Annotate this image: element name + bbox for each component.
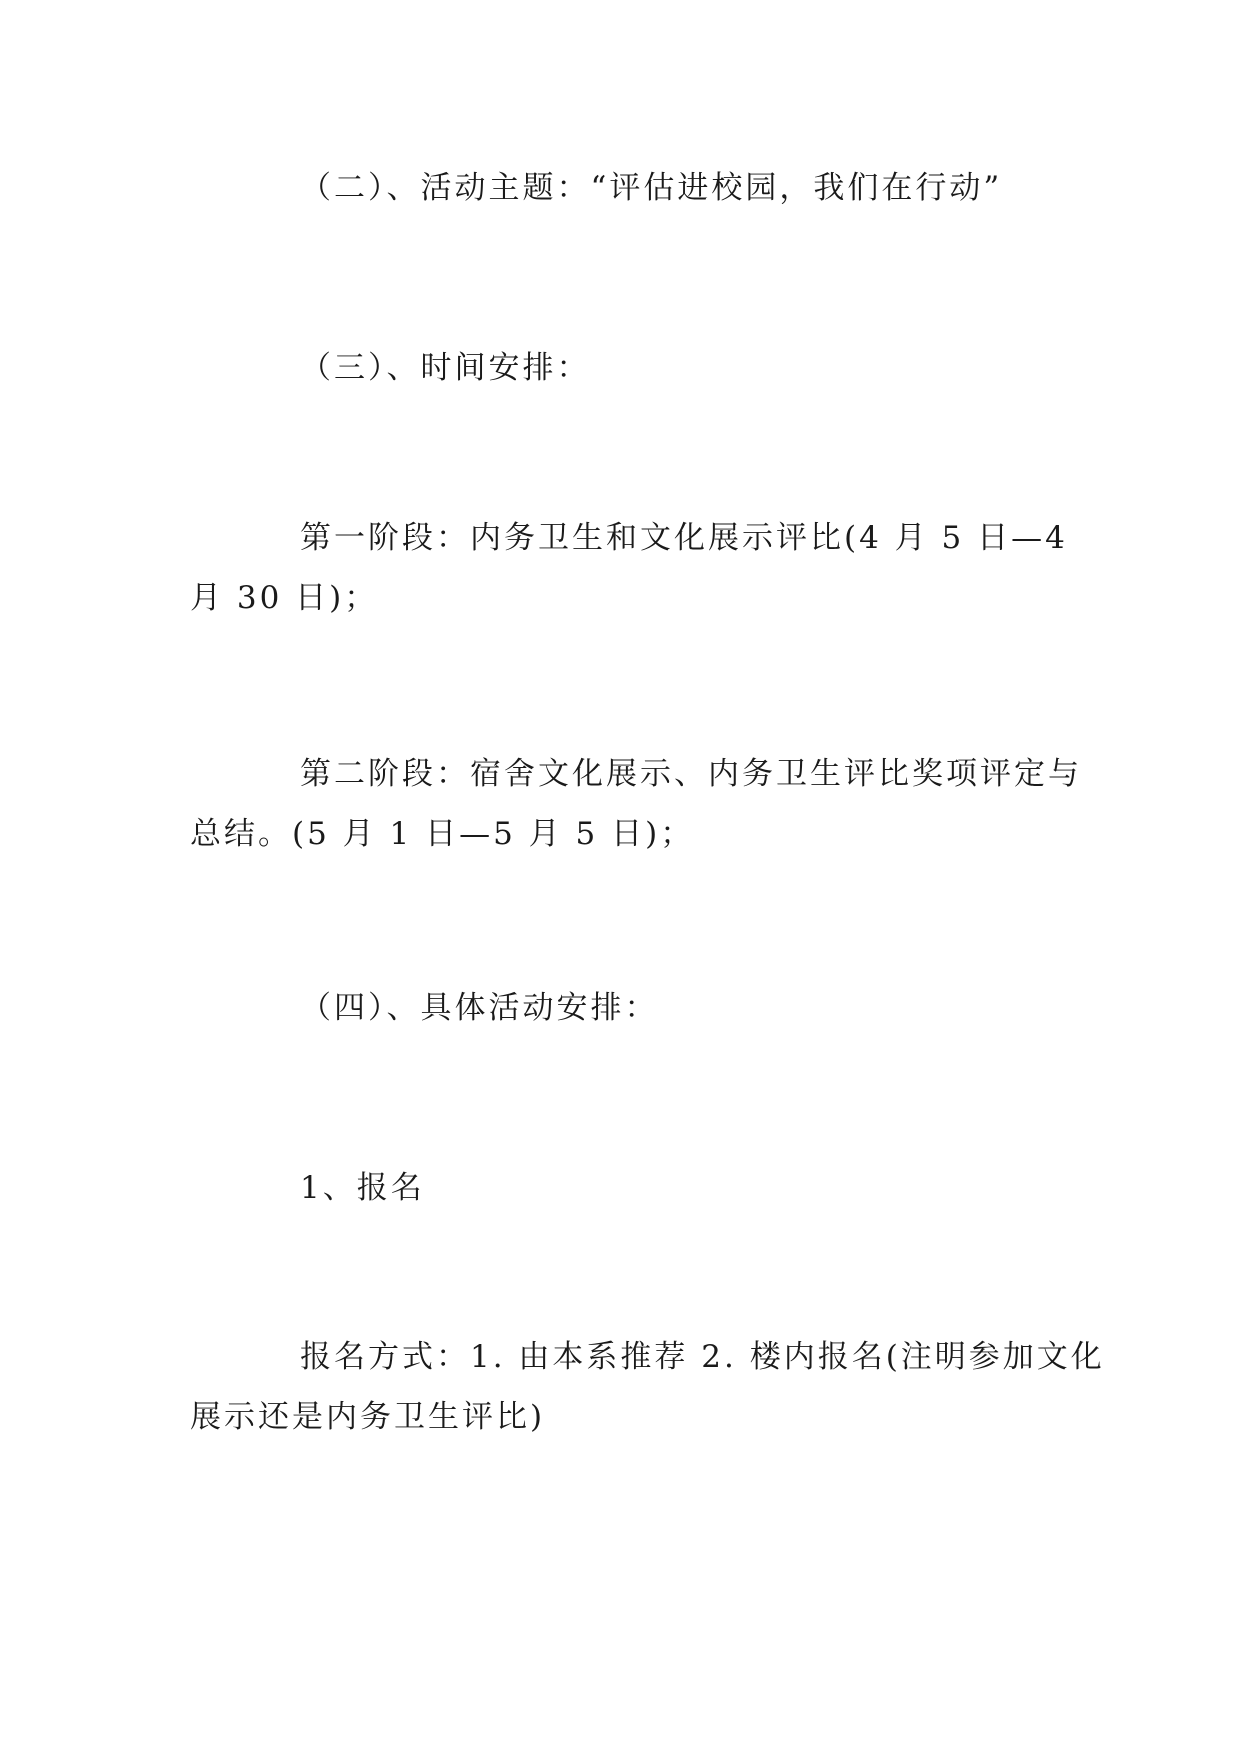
paragraph-line: 月 30 日)； bbox=[190, 580, 379, 616]
section-heading-schedule bbox=[190, 338, 1050, 398]
paragraph-line: 展示还是内务卫生评比) bbox=[190, 1399, 546, 1435]
paragraph-stage-one bbox=[190, 508, 1068, 628]
paragraph-registration-method bbox=[190, 1327, 1105, 1447]
paragraph-line: 总结。(5 月 1 日—5 月 5 日)； bbox=[190, 816, 695, 852]
section-heading-activities bbox=[190, 978, 1050, 1038]
paragraph-line: 报名方式：1. 由本系推荐 2. 楼内报名(注明参加文化 bbox=[300, 1339, 1105, 1375]
paragraph-line: （四）、具体活动安排： bbox=[300, 990, 659, 1026]
paragraph-line: 第二阶段：宿舍文化展示、内务卫生评比奖项评定与 bbox=[300, 756, 1082, 792]
section-heading-theme bbox=[190, 158, 1050, 218]
paragraph-line: 第一阶段：内务卫生和文化展示评比(4 月 5 日—4 bbox=[300, 520, 1068, 556]
paragraph-line: （三）、时间安排： bbox=[300, 350, 591, 386]
paragraph-stage-two bbox=[190, 744, 1082, 864]
paragraph-line: 1、报名 bbox=[300, 1170, 425, 1206]
paragraph-line: （二）、活动主题：“评估进校园，我们在行动” bbox=[300, 170, 1003, 206]
paragraph-registration bbox=[190, 1158, 1050, 1218]
